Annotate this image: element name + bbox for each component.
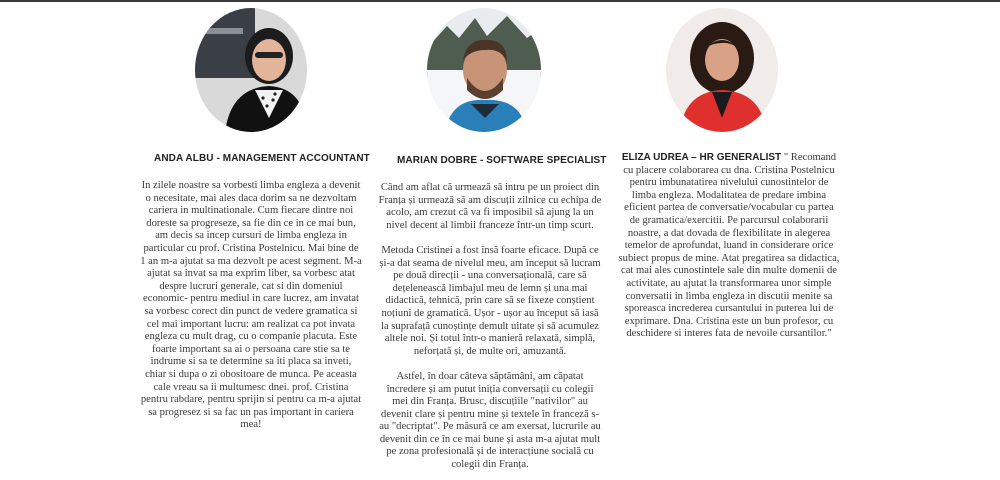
person-photo-icon [666, 8, 778, 132]
testimonial-name: ELIZA UDREA – HR GENERALIST [621, 152, 782, 163]
testimonial-paragraph: Când am aflat că urmează să intru pe un proiect din Franța și urmează să am discuții zilnice cu echipa de acolo, am crezut că va fi imposibil să ajung la un nivel decent al limbii franceze într-un timp scurt. [378, 182, 602, 231]
top-border [0, 0, 1000, 2]
testimonial-name: MARIAN DOBRE - SOFTWARE SPECIALIST [397, 155, 607, 166]
person-photo-icon [427, 8, 541, 132]
testimonial-text [618, 152, 840, 341]
testimonial-name: ANDA ALBU - MANAGEMENT ACCOUNTANT [154, 153, 370, 164]
testimonial-body: " Recomand cu placere colaborarea cu dna. Cristina Postelnicu pentru imbunatatirea nivelului cunostintelor de limba engleza. Modalitatea de predare imbina eficient partea de conversatie/vocabular cu partea de gramatica/exercitii. Pe parcursul colaborarii noastre, a dat dovada de flexibilitate in alegerea temelor de aprofundat, luand in considerare orice subiect propus de mine. Atat pregatirea sa didactica, cat mai ales cunostintele sale din multe domenii de activitate, au ajutat la transformarea unor simple conversatii in limba engleza in discutii menite sa sporeasca increderea cursantului in puterea lui de exprimare. Dna. Cristina este un bun profesor, cu deschidere si interes fata de nevoile cursantilor." [618, 152, 840, 340]
testimonial-text [140, 180, 362, 432]
testimonial-paragraph [618, 152, 840, 341]
testimonial-paragraph: In zilele noastre sa vorbesti limba engleza a devenit o necesitate, mai ales daca dorim sa ne dezvoltam cariera in multinationale. Cum fiecare dintre noi doreste sa progreseze, sa fie din ce in ce mai bun, am decis sa incep cursuri de limba engleza in particular cu prof. Cristina Postelnicu. Mai bine de 1 an m-a ajutat sa ma dezvolt pe acest segment. M-a ajutat sa invat sa ma exprim liber, sa vorbesc atat despre lucruri generale, cat si din domeniul economic- pentru mediul in care lucrez, am invatat sa vorbesc corect din punct de vedere gramatica si cel mai important lucru: am realizat ca pot invata engleza cu mult drag, cu o companie placuta. Este foarte important sa ai o persoana care stie sa te indrume si sa te determine sa iti placa sa inveti, chiar si dupa o zi obositoare de munca. Pe aceasta cale vreau sa ii multumesc dnei. prof. Cristina pentru rabdare, pentru sprijin si pentru ca m-a ajutat sa progresez si sa fac un pas important in cariera mea! [140, 180, 362, 431]
person-photo-icon [195, 8, 307, 132]
testimonial-text [378, 182, 602, 472]
testimonial-paragraph: Astfel, în doar câteva săptămâni, am căpatat încredere și am putut iniția conversații cu colegii mei din Franța. Brusc, discuțiile "nativilor" au devenit clare și pentru mine și textele în franceză s-au "decriptat". Pe măsură ce am exersat, lucrurile au devenit din ce în ce mai bune și asta m-a ajutat mult pe zona profesională și de interacțiune socială cu colegii din Franța. [379, 370, 601, 471]
testimonial-paragraph: Metoda Cristinei a fost însă foarte eficace. După ce și-a dat seama de nivelul meu, am început să lucram pe două direcții - una conversațională, care să dețelenească limbajul meu de lemn și una mai didactică, tehnică, prin care să se fixeze conștient noțiuni de gramatică. Ușor - ușor au început să iasă la suprafață cunoștințe demult uitate și să acumulez altele noi. Și totul într-o manieră relaxată, simplă, neforțată și, de multe ori, amuzantă. [379, 244, 601, 357]
